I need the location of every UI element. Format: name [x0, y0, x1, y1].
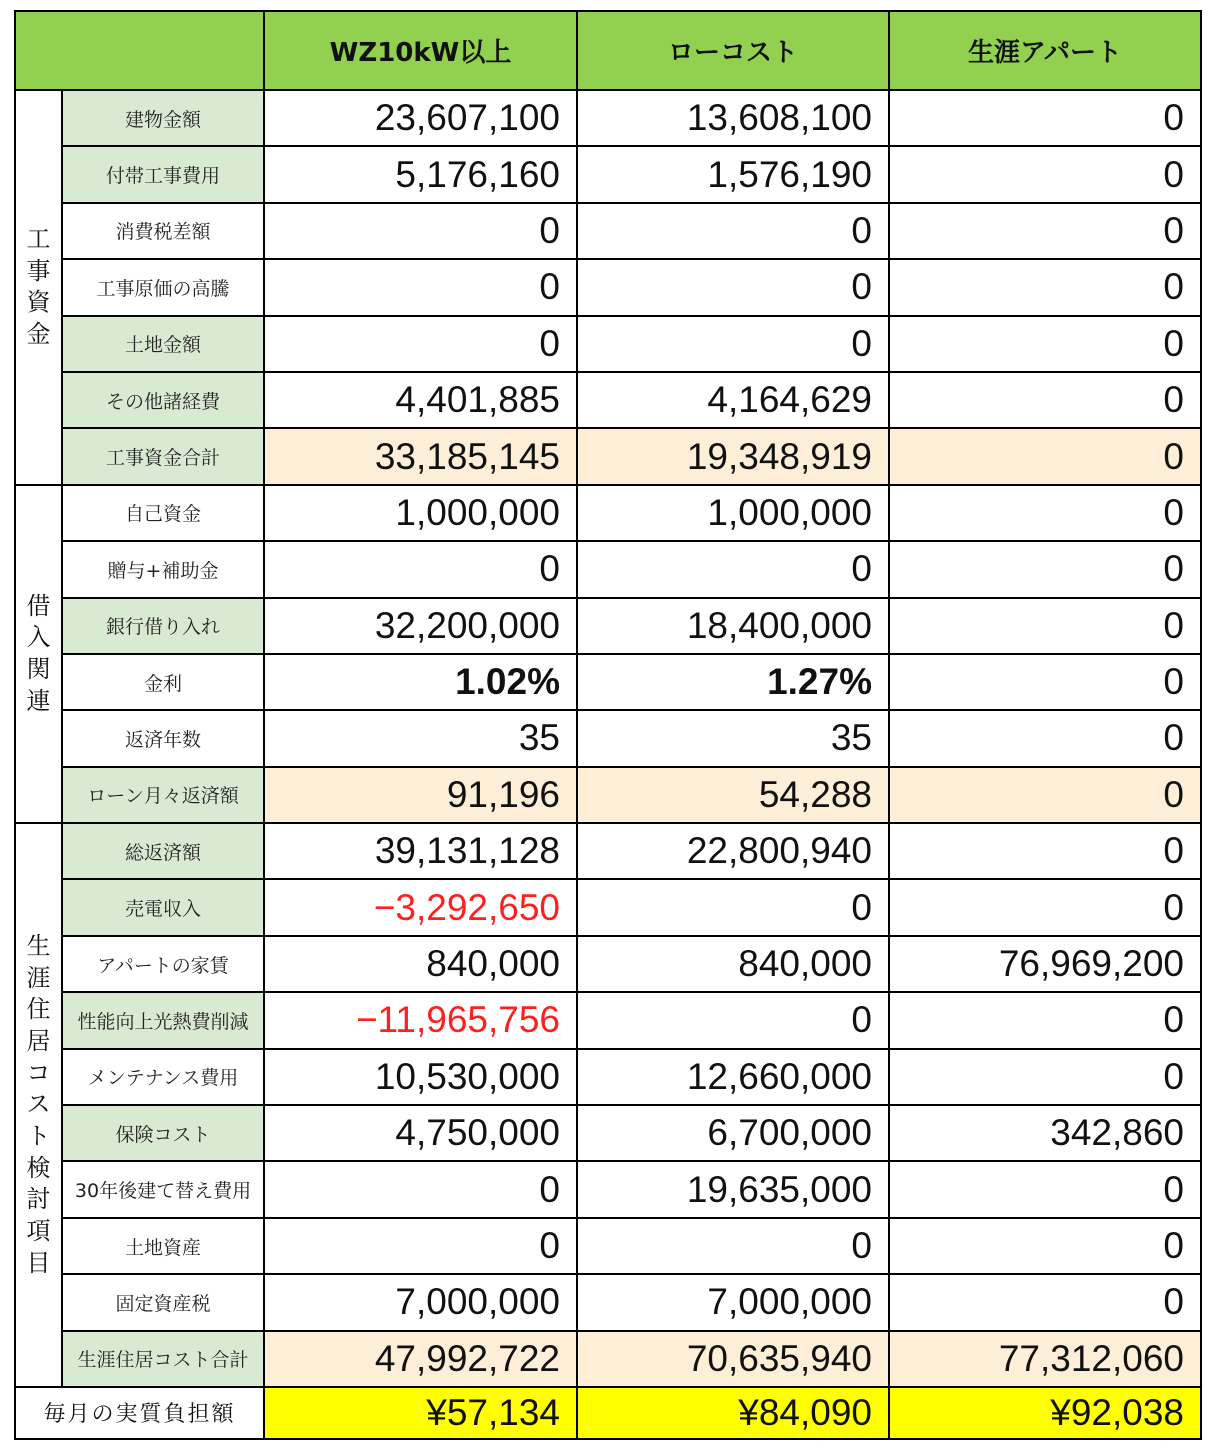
header-corner [15, 11, 264, 90]
table-row [15, 992, 1201, 1048]
group-label [15, 485, 62, 823]
group-label [15, 823, 62, 1387]
cell-lowcost: 1,576,190 [577, 146, 889, 202]
cell-lowcost: 0 [577, 992, 889, 1048]
table-row [15, 316, 1201, 372]
table-row [15, 1161, 1201, 1217]
cell-apartment: 0 [889, 316, 1201, 372]
cell-lowcost: 4,164,629 [577, 372, 889, 428]
header-row [15, 11, 1201, 90]
cell-lowcost: 13,608,100 [577, 90, 889, 146]
cell-lowcost: 0 [577, 259, 889, 315]
row-label: メンテナンス費用 [62, 1049, 264, 1105]
row-label: 固定資産税 [62, 1274, 264, 1330]
table-row [15, 1049, 1201, 1105]
cell-wz10kw: 91,196 [264, 767, 577, 823]
row-label: 建物金額 [62, 90, 264, 146]
cell-apartment: 0 [889, 823, 1201, 879]
row-label: 金利 [62, 654, 264, 710]
cell-wz10kw: 1.02% [264, 654, 577, 710]
cell-wz10kw: 4,750,000 [264, 1105, 577, 1161]
cell-apartment: 0 [889, 485, 1201, 541]
table-row [15, 879, 1201, 935]
cell-apartment: 76,969,200 [889, 936, 1201, 992]
row-label: 土地資産 [62, 1218, 264, 1274]
cell-lowcost: 7,000,000 [577, 1274, 889, 1330]
row-label: その他諸経費 [62, 372, 264, 428]
cell-apartment: 0 [889, 598, 1201, 654]
row-label: 消費税差額 [62, 203, 264, 259]
cell-wz10kw: 39,131,128 [264, 823, 577, 879]
row-label: 工事原価の高騰 [62, 259, 264, 315]
table-row [15, 654, 1201, 710]
row-label: アパートの家賃 [62, 936, 264, 992]
cell-lowcost: 0 [577, 879, 889, 935]
column-header-apartment: 生涯アパート [889, 11, 1201, 90]
row-label: 銀行借り入れ [62, 598, 264, 654]
cell-apartment: 0 [889, 1218, 1201, 1274]
cell-wz10kw: 7,000,000 [264, 1274, 577, 1330]
cell-lowcost: 0 [577, 203, 889, 259]
table-row [15, 259, 1201, 315]
table-body [15, 11, 1201, 1439]
row-label: 売電収入 [62, 879, 264, 935]
group-label [15, 90, 62, 485]
cell-wz10kw: 0 [264, 203, 577, 259]
group-label-text: 工事資金 [26, 225, 51, 349]
cell-lowcost: 840,000 [577, 936, 889, 992]
table-row [15, 146, 1201, 202]
table-row [15, 823, 1201, 879]
table-row [15, 598, 1201, 654]
table-row [15, 710, 1201, 766]
cell-lowcost: 0 [577, 1218, 889, 1274]
table-row [15, 372, 1201, 428]
row-label: 工事資金合計 [62, 428, 264, 484]
cell-wz10kw: 23,607,100 [264, 90, 577, 146]
cell-wz10kw: −3,292,650 [264, 879, 577, 935]
table-row [15, 428, 1201, 484]
cell-apartment: 342,860 [889, 1105, 1201, 1161]
row-label: 贈与+補助金 [62, 541, 264, 597]
cell-apartment: 0 [889, 372, 1201, 428]
row-label: 土地金額 [62, 316, 264, 372]
table-row [15, 1105, 1201, 1161]
cell-lowcost: 70,635,940 [577, 1331, 889, 1387]
cell-apartment: 0 [889, 992, 1201, 1048]
cell-wz10kw: 47,992,722 [264, 1331, 577, 1387]
cell-wz10kw: 32,200,000 [264, 598, 577, 654]
column-header-lowcost: ローコスト [577, 11, 889, 90]
cell-lowcost: 12,660,000 [577, 1049, 889, 1105]
cell-wz10kw: 0 [264, 259, 577, 315]
cell-apartment: 0 [889, 767, 1201, 823]
cell-lowcost: 6,700,000 [577, 1105, 889, 1161]
cell-apartment: 0 [889, 541, 1201, 597]
cell-lowcost: 1,000,000 [577, 485, 889, 541]
cell-apartment: 0 [889, 90, 1201, 146]
cell-apartment: 0 [889, 1161, 1201, 1217]
row-label: 保険コスト [62, 1105, 264, 1161]
row-label: 返済年数 [62, 710, 264, 766]
group-label-text: 生涯住居コスト検討項目 [26, 931, 51, 1277]
row-label: ローン月々返済額 [62, 767, 264, 823]
group-label-text: 借入関連 [26, 591, 51, 715]
row-label: 30年後建て替え費用 [62, 1161, 264, 1217]
cell-wz10kw: 840,000 [264, 936, 577, 992]
column-header-wz10kw: WZ10kW以上 [264, 11, 577, 90]
cell-lowcost: 22,800,940 [577, 823, 889, 879]
cell-apartment: 0 [889, 259, 1201, 315]
row-label: 付帯工事費用 [62, 146, 264, 202]
cell-apartment: 0 [889, 879, 1201, 935]
cell-apartment: 0 [889, 146, 1201, 202]
cell-wz10kw: 0 [264, 1161, 577, 1217]
footer-row [15, 1387, 1201, 1439]
cell-lowcost: 54,288 [577, 767, 889, 823]
table-row [15, 90, 1201, 146]
cell-lowcost: 0 [577, 541, 889, 597]
cell-lowcost: 19,635,000 [577, 1161, 889, 1217]
row-label: 性能向上光熱費削減 [62, 992, 264, 1048]
cell-wz10kw: 33,185,145 [264, 428, 577, 484]
cell-apartment: 0 [889, 654, 1201, 710]
footer-label: 毎月の実質負担額 [15, 1387, 264, 1439]
cell-wz10kw: −11,965,756 [264, 992, 577, 1048]
table-row [15, 203, 1201, 259]
cell-wz10kw: 10,530,000 [264, 1049, 577, 1105]
cell-lowcost: 19,348,919 [577, 428, 889, 484]
row-label: 生涯住居コスト合計 [62, 1331, 264, 1387]
table-row [15, 485, 1201, 541]
footer-cell-apartment: ¥92,038 [889, 1387, 1201, 1439]
cost-comparison-table [14, 10, 1202, 1440]
cell-lowcost: 35 [577, 710, 889, 766]
cell-apartment: 0 [889, 1049, 1201, 1105]
footer-cell-wz10kw: ¥57,134 [264, 1387, 577, 1439]
cell-lowcost: 1.27% [577, 654, 889, 710]
cell-lowcost: 0 [577, 316, 889, 372]
cell-wz10kw: 4,401,885 [264, 372, 577, 428]
cell-apartment: 0 [889, 203, 1201, 259]
cell-wz10kw: 0 [264, 1218, 577, 1274]
cell-apartment: 0 [889, 710, 1201, 766]
table-row [15, 541, 1201, 597]
table-row [15, 1274, 1201, 1330]
cell-wz10kw: 0 [264, 316, 577, 372]
cell-apartment: 0 [889, 1274, 1201, 1330]
row-label: 自己資金 [62, 485, 264, 541]
table-row [15, 767, 1201, 823]
cell-wz10kw: 5,176,160 [264, 146, 577, 202]
cell-wz10kw: 1,000,000 [264, 485, 577, 541]
cell-lowcost: 18,400,000 [577, 598, 889, 654]
cell-wz10kw: 35 [264, 710, 577, 766]
footer-cell-lowcost: ¥84,090 [577, 1387, 889, 1439]
cell-apartment: 0 [889, 428, 1201, 484]
table-row [15, 1218, 1201, 1274]
row-label: 総返済額 [62, 823, 264, 879]
table-row [15, 936, 1201, 992]
cell-apartment: 77,312,060 [889, 1331, 1201, 1387]
cell-wz10kw: 0 [264, 541, 577, 597]
table-row [15, 1331, 1201, 1387]
